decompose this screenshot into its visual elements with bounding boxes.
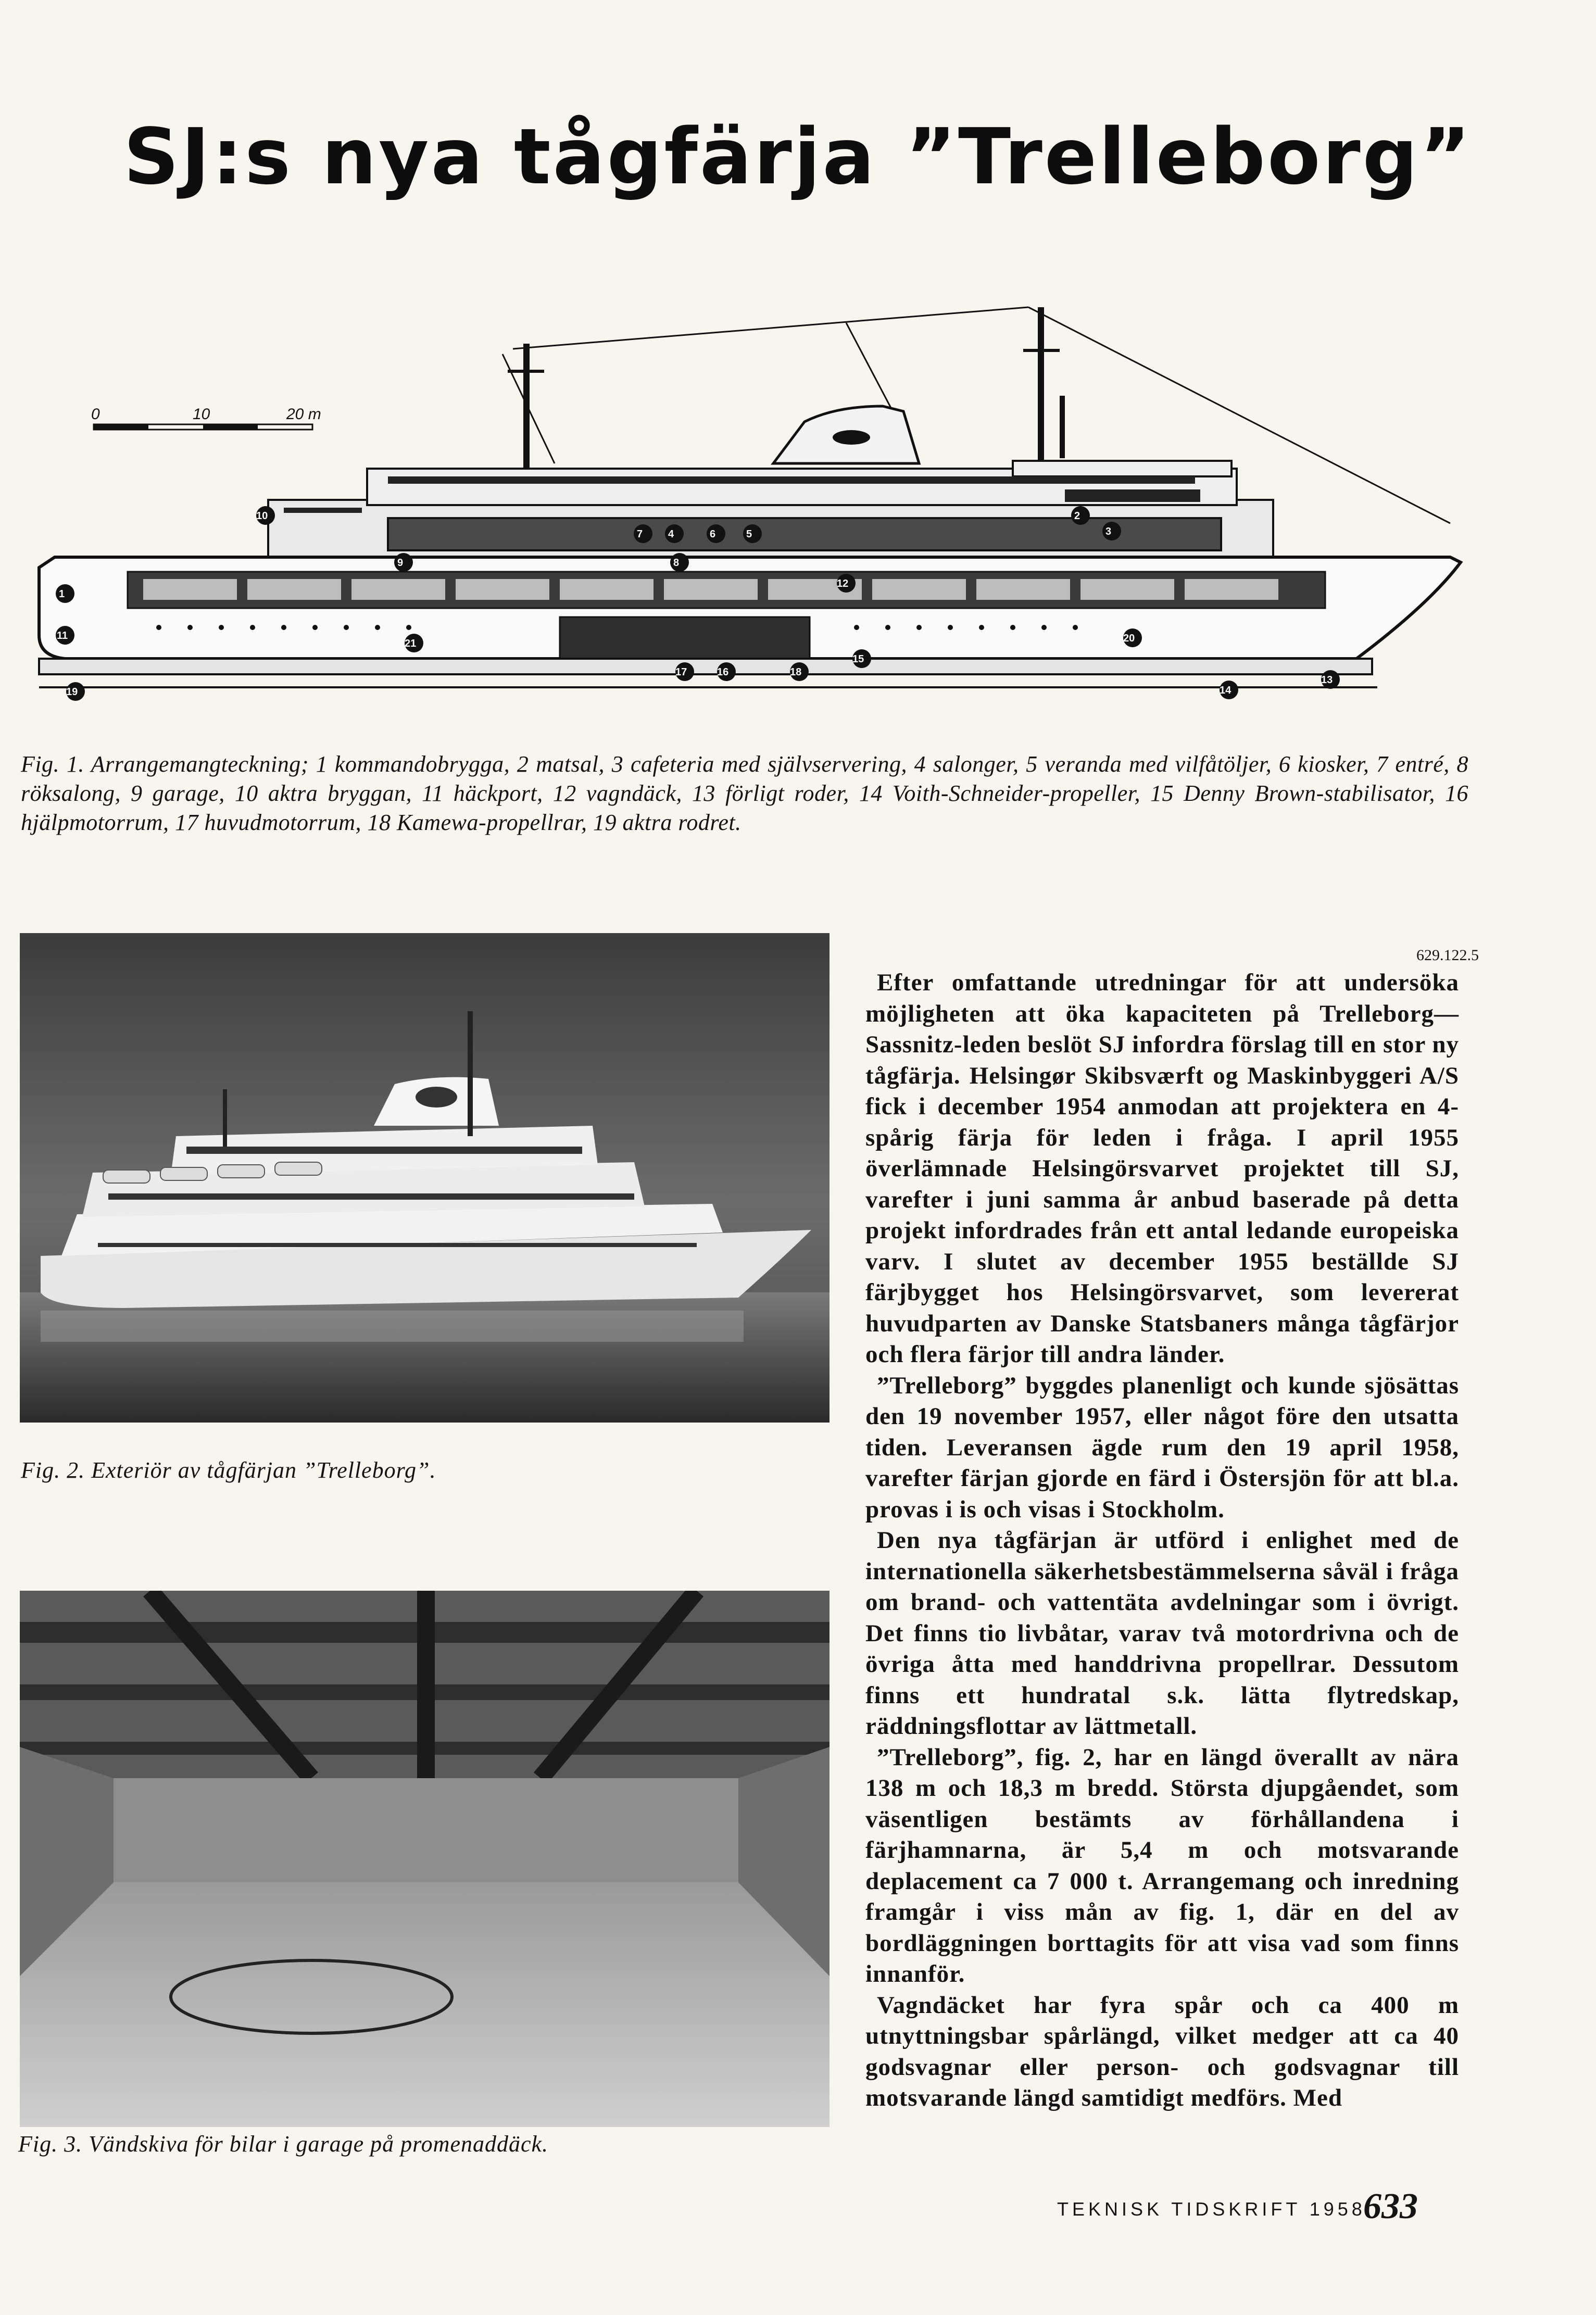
scale-bar xyxy=(91,406,321,430)
callout-15: 15 xyxy=(852,653,864,665)
callout-20: 20 xyxy=(1123,633,1135,644)
paragraph-4: ”Trelleborg”, fig. 2, har en längd överallt av nära 138 m och 18,3 m bredd. Största djupgåendet, som väsentligen bestämts av förhållandena i färjhamnarna, är 5,4 m och motsvarande deplacement ca 7 000 t. Arrangemang och inredning framgår i viss mån av fig. 1, där en del av bordläggningen borttagits för att visa vad som finns innanför. xyxy=(865,1743,1459,1987)
callout-1: 1 xyxy=(59,588,65,600)
paragraph-3: Den nya tågfärjan är utförd i enlighet med de internationella säkerhetsbestämmelserna såväl i fråga om brand- och vattentäta avdelningar som i övrigt. Det finns tio livbåtar, varav två motordrivna och de övriga åtta med handdrivna propellrar. Dessutom finns ett hundratal s.k. lätta flytredskap, räddningsflottar av lättmetall. xyxy=(865,1527,1459,1740)
callout-4: 4 xyxy=(668,529,674,540)
callout-9: 9 xyxy=(397,557,404,569)
ship-arrangement-diagram xyxy=(23,292,1492,729)
article-body xyxy=(865,967,1459,2114)
callout-16: 16 xyxy=(717,666,729,678)
scale-label-0: 0 xyxy=(91,406,100,423)
callout-3: 3 xyxy=(1105,526,1112,537)
figure-1-caption: Fig. 1. Arrangemangteckning; 1 kommandobrygga, 2 matsal, 3 cafeteria med självservering, 4 salonger, 5 veranda med vilfåtöljer, 6 kiosker, 7 entré, 8 röksalong, 9 garage, 10 aktra bryggan, 11 häckport, 12 vagndäck, 13 förligt roder, 14 Voith-Schneider-propeller, 15 Denny Brown-stabilisator, 16 hjälpmotorrum, 17 huvudmotorrum, 18 Kamewa-propellrar, 19 aktra rodret. xyxy=(21,751,1468,835)
ship-exterior-photo xyxy=(20,933,830,1423)
callout-11: 11 xyxy=(57,630,68,641)
callout-18: 18 xyxy=(790,666,802,678)
callout-12: 12 xyxy=(837,578,849,589)
paragraph-1: Efter omfattande utredningar för att undersöka möjligheten att öka kapaciteten på Trelleborg—Sassnitz-leden beslöt SJ infordra förslag till en stor ny tågfärja. Helsingør Skibsværft og Maskinbyggeri A/S fick i december 1954 anmodan att projektera en 4-spårig färja för leden i fråga. I april 1955 överlämnade Helsingörsvarvet projektet till SJ, varefter i juni samma år anbud baserade på detta projekt infordrades från ett antal ledande europeiska varv. I slutet av december 1955 beställde SJ färjbygget hos Helsingörsvarvet, som levererat huvudparten av Danske Statsbaners många tågfärjor och flera färjor till andra länder. xyxy=(865,969,1459,1368)
scale-label-20: 20 m xyxy=(286,406,321,423)
callout-13: 13 xyxy=(1321,674,1333,686)
figure-2-caption: Fig. 2. Exteriör av tågfärjan ”Trelleborg”. xyxy=(21,1457,436,1483)
udc-classification: 629.122.5 xyxy=(1416,947,1479,964)
callout-14: 14 xyxy=(1220,685,1231,696)
callout-8: 8 xyxy=(673,557,680,569)
scale-label-10: 10 xyxy=(193,406,210,423)
callout-17: 17 xyxy=(675,666,687,678)
callout-2: 2 xyxy=(1074,510,1080,522)
callout-6: 6 xyxy=(710,529,716,540)
figure-3-caption: Fig. 3. Vändskiva för bilar i garage på promenaddäck. xyxy=(18,2131,549,2157)
paragraph-5: Vagndäcket har fyra spår och ca 400 m utnyttningsbar spårlängd, vilket medger att ca 40 godsvagnar eller person- och godsvagnar till motsvarande längd samtidigt medförs. Med xyxy=(865,1991,1459,2111)
callout-7: 7 xyxy=(637,529,643,540)
callout-10: 10 xyxy=(256,510,268,522)
page-number: 633 xyxy=(1363,2186,1418,2226)
callout-19: 19 xyxy=(66,686,78,698)
paragraph-2: ”Trelleborg” byggdes planenligt och kunde sjösättas den 19 november 1957, eller något före den utsatta tiden. Leveransen ägde rum den 19 april 1958, varefter färjan gjorde en färd i Östersjön för att bl.a. provas i is och visas i Stockholm. xyxy=(865,1372,1459,1523)
page-title: SJ:s nya tågfärja ”Trelleborg” xyxy=(123,112,1473,202)
callout-5: 5 xyxy=(746,529,752,540)
callout-21: 21 xyxy=(405,638,417,649)
journal-name: TEKNISK TIDSKRIFT 1958 xyxy=(1057,2198,1366,2220)
garage-turntable-photo xyxy=(20,1591,830,2127)
